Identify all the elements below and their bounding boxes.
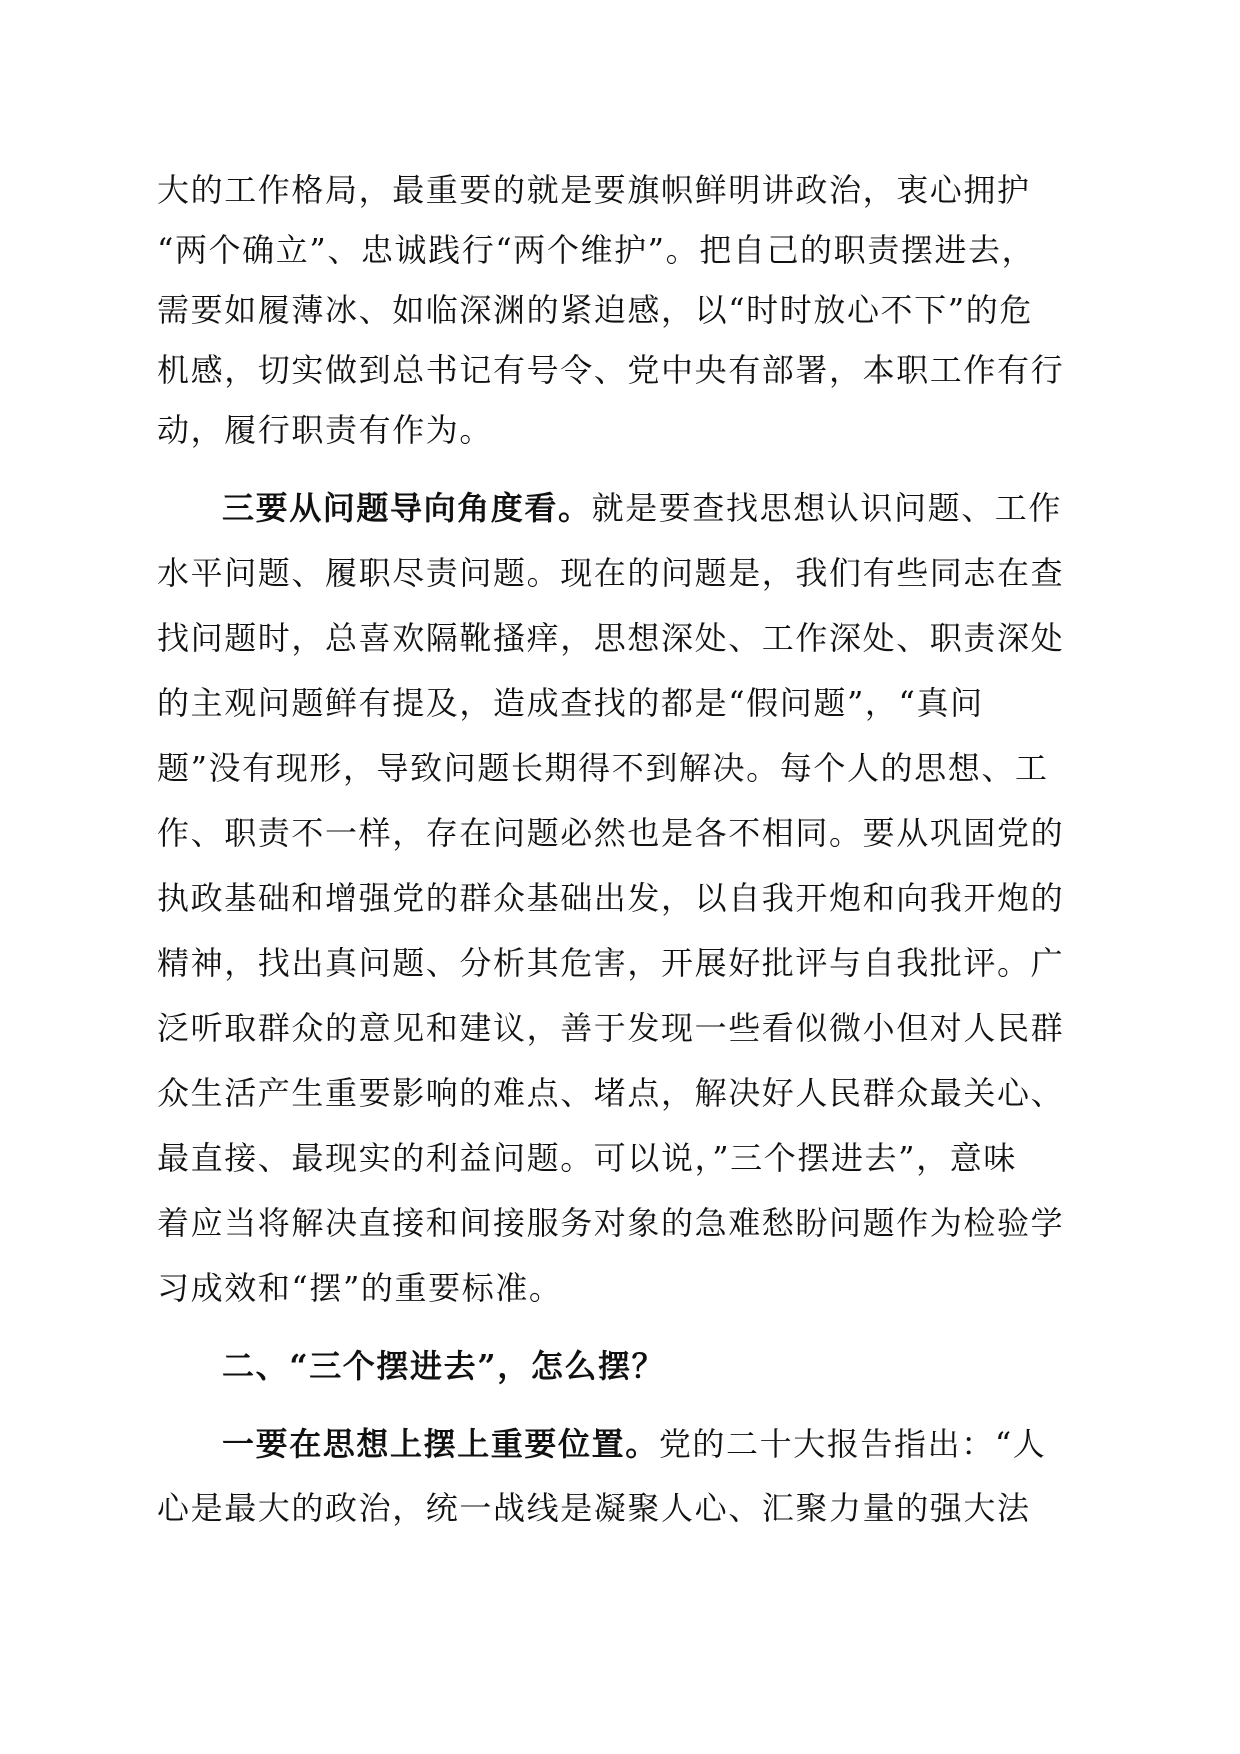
line-text: 大的工作格局，最重要的就是要旗帜鲜明讲政治，衷心拥护 xyxy=(157,171,1031,209)
paragraph-line xyxy=(157,543,1064,603)
line-text: 动，履行职责有作为。 xyxy=(157,411,494,449)
line-text: 执政基础和增强党的群众基础出发，以自我开炮和向我开炮的 xyxy=(157,879,1065,917)
line-text: 最直接、最现实的利益问题。可以说，”三个摆进去”，意味 xyxy=(157,1139,1017,1177)
paragraph-line xyxy=(157,1128,1017,1188)
paragraph-line xyxy=(157,998,1064,1058)
paragraph-line xyxy=(157,673,984,733)
paragraph-line xyxy=(157,868,1064,928)
paragraph-line xyxy=(222,1336,665,1396)
line-text: 找问题时，总喜欢隔靴搔痒，思想深处、工作深处、职责深处 xyxy=(157,619,1065,657)
paragraph-line xyxy=(157,803,1064,863)
paragraph-line xyxy=(157,280,1033,340)
paragraph-line xyxy=(157,738,1049,798)
line-text: 精神，找出真问题、分析其危害，开展好批评与自我批评。广 xyxy=(157,944,1065,982)
paragraph-line xyxy=(157,400,493,460)
paragraph-line xyxy=(157,1258,563,1318)
paragraph-line xyxy=(222,478,1062,538)
line-text: 心是最大的政治，统一战线是凝聚人心、汇聚力量的强大法 xyxy=(157,1489,1031,1527)
line-text: 党的二十大报告指出：“人 xyxy=(658,1425,1047,1463)
line-text: 需要如履薄冰、如临深渊的紧迫感，以“时时放心不下”的危 xyxy=(157,291,1033,329)
paragraph-line xyxy=(157,1478,1031,1538)
paragraph-line xyxy=(157,340,1064,400)
section-heading: 一要在思想上摆上重要位置。 xyxy=(222,1425,659,1463)
paragraph-line xyxy=(157,1193,1064,1253)
line-text: 众生活产生重要影响的难点、堵点，解决好人民群众最关心、 xyxy=(157,1074,1065,1112)
line-text: 水平问题、履职尽责问题。现在的问题是，我们有些同志在查 xyxy=(157,554,1065,592)
line-text: 机感，切实做到总书记有号令、党中央有部署，本职工作有行 xyxy=(157,351,1065,389)
paragraph-line xyxy=(157,160,1031,220)
line-text: “两个确立”、忠诚践行“两个维护”。把自己的职责摆进去， xyxy=(157,231,1036,269)
line-text: 的主观问题鲜有提及，造成查找的都是“假问题”，“真问 xyxy=(157,684,984,722)
paragraph-line xyxy=(157,608,1064,668)
line-text: 就是要查找思想认识问题、工作 xyxy=(591,489,1063,527)
paragraph-line xyxy=(157,220,1035,280)
section-heading: 三要从问题导向角度看。 xyxy=(222,489,592,527)
line-text: 着应当将解决直接和间接服务对象的急难愁盼问题作为检验学 xyxy=(157,1204,1065,1242)
line-text: 泛听取群众的意见和建议，善于发现一些看似微小但对人民群 xyxy=(157,1009,1065,1047)
section-heading: 二、“三个摆进去”，怎么摆？ xyxy=(222,1347,666,1385)
line-text: 题”没有现形，导致问题长期得不到解决。每个人的思想、工 xyxy=(157,749,1049,787)
line-text: 作、职责不一样，存在问题必然也是各不相同。要从巩固党的 xyxy=(157,814,1065,852)
paragraph-line xyxy=(157,933,1064,993)
line-text: 习成效和“摆”的重要标准。 xyxy=(157,1269,563,1307)
paragraph-line xyxy=(222,1414,1046,1474)
paragraph-line xyxy=(157,1063,1064,1123)
